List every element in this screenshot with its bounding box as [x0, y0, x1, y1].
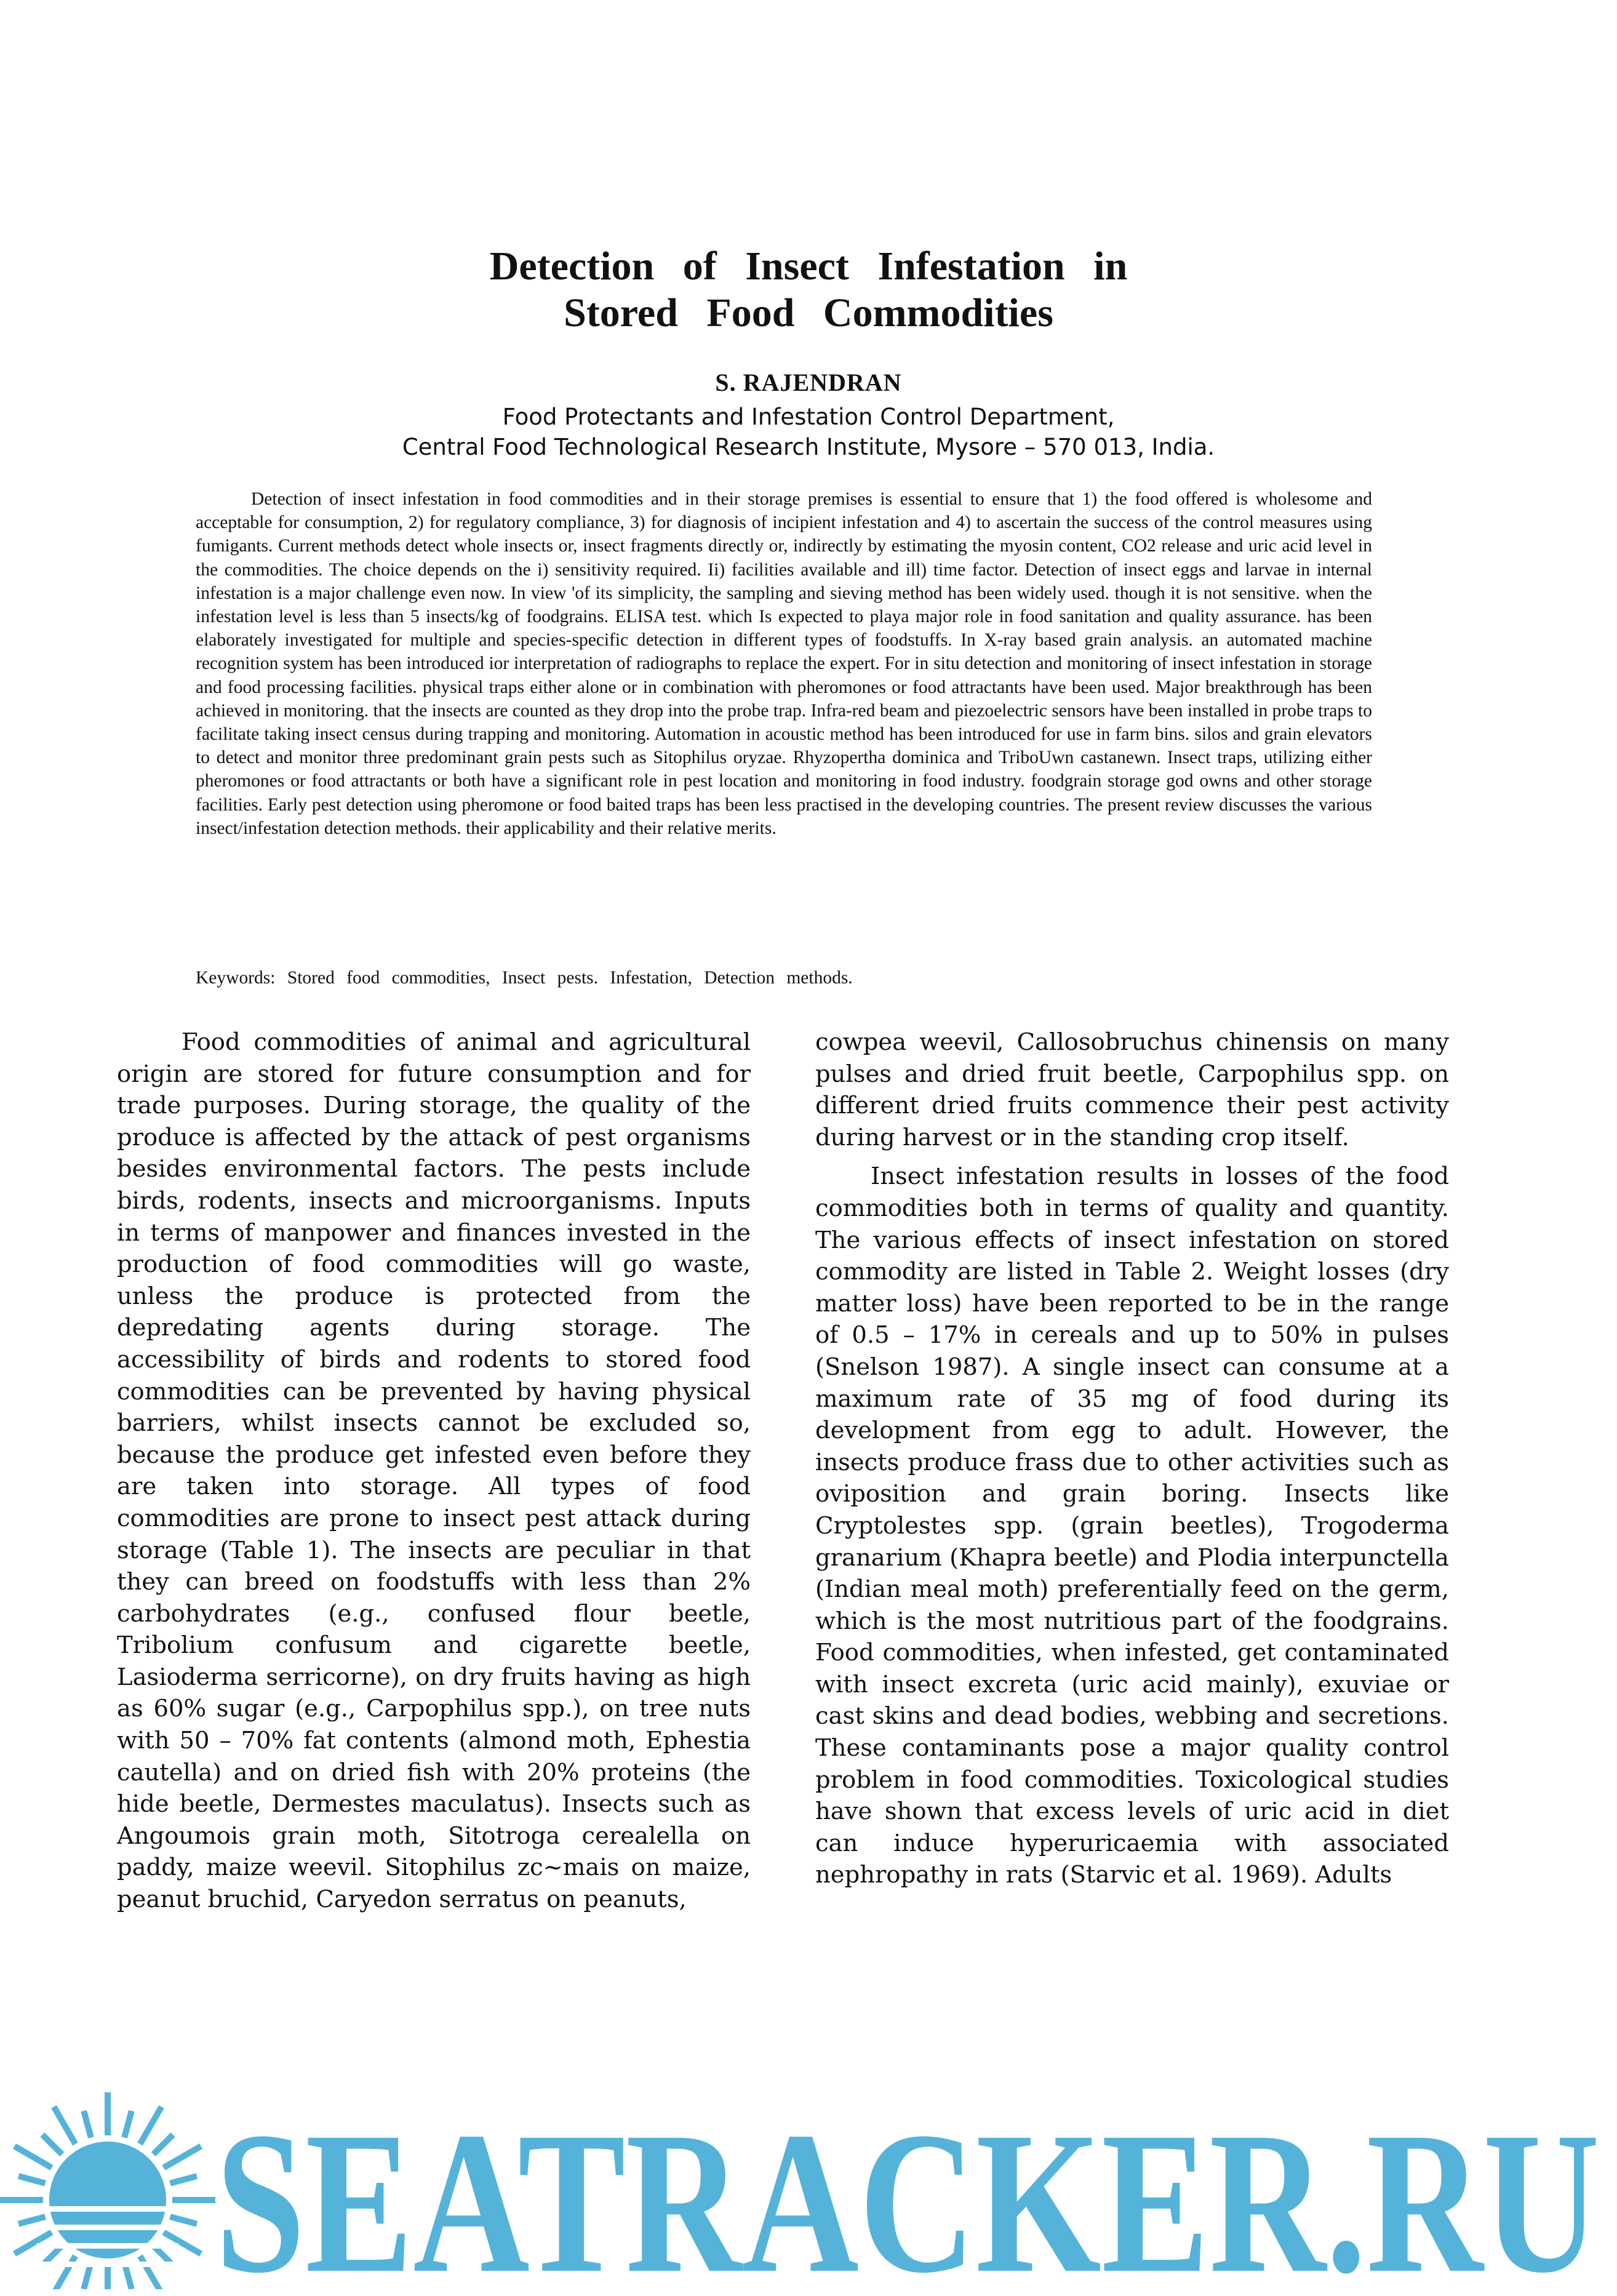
body-paragraph: Insect infestation results in losses of the food commodities both in terms of quality and quantity. The various effects of insect infestation on stored commodity are listed in Table 2. Weight losses (dry matter loss) have been reported to be in the range of 0.5 – 17% in cereals and up to 50% in pulses (Snelson 1987). A single insect can consume at a maximum rate of 35 mg of food during its development from egg to adult. However, the insects produce frass due to other activities such as oviposition and grain boring. Insects like Cryptolestes spp. (grain beetles), Trogoderma granarium (Khapra beetle) and Plodia interpunctella (Indian meal moth) preferentially feed on the germ, which is the most nutritious part of the foodgrains. Food commodities, when infested, get contaminated with insect excreta (uric acid mainly), exuviae or cast skins and dead bodies, webbing and secretions. These contaminants pose a major quality control problem in food commodities. Toxicological studies have shown that excess levels of uric acid in diet can induce hyperuricaemia with associated nephropathy in rats (Starvic et al. 1969). Adults	[815, 1162, 1449, 1889]
sun-icon	[0, 2092, 215, 2289]
body-paragraph: Food commodities of animal and agricultural origin are stored for future consumption and for trade purposes. During storage, the quality of the produce is affected by the attack of pest organisms besides environmental factors. The pests include birds, rodents, insects and microorganisms. Inputs in terms of manpower and finances invested in the production of food commodities will go waste, unless the produce is protected from the depredating agents during storage. The accessibility of birds and rodents to stored food commodities can be prevented by having physical barriers, whilst insects cannot be excluded so, because the produce get infested even before they are taken into storage. All types of food commodities are prone to insect pest attack during storage (Table 1). The insects are peculiar in that they can breed on foodstuffs with less than 2% carbohydrates (e.g., confused flour beetle, Tribolium confusum and cigarette beetle, Lasioderma serricorne), on dry fruits having as high as 60% sugar (e.g., Carpophilus spp.), on tree nuts with 50 – 70% fat contents (almond moth, Ephestia cautella) and on dried fish with 20% proteins (the hide beetle, Dermestes maculatus). Insects such as Angoumois grain moth, Sitotroga cerealella on paddy, maize weevil. Sitophilus zc~mais on maize, peanut bruchid, Caryedon serratus on peanuts,	[117, 1028, 751, 1914]
body-column-right	[815, 1026, 1449, 1891]
paper-title	[0, 243, 1617, 337]
affiliation-line-1: Food Protectants and Infestation Control Department,	[502, 404, 1115, 430]
title-line-2: Stored Food Commodities	[564, 290, 1053, 335]
watermark-logo	[0, 2068, 1617, 2289]
abstract: Detection of insect infestation in food commodities and in their storage premises is essential to ensure that 1) the food offered is wholesome and acceptable for consumption, 2) for regulatory compliance, 3) for diagnosis of incipient infestation and 4) to ascertain the success of the control measures using fumigants. Current methods detect whole insects or, insect fragments directly or, indirectly by estimating the myosin content, CO2 release and uric acid level in the commodities. The choice depends on the i) sensitivity required. Ii) facilities available and ill) time factor. Detection of insect eggs and larvae in internal infestation is a major challenge even now. In view 'of its simplicity, the sampling and sieving method has been widely used. though it is not sensitive. when the infestation level is less than 5 insects/kg of foodgrains. ELISA test. which Is expected to playa major role in food sanitation and quality assurance. has been elaborately investigated for multiple and species-specific detection in different types of foodstuffs. In X-ray based grain analysis. an automated machine recognition system has been introduced ior interpretation of radiographs to replace the expert. For in situ detection and monitoring of insect infestation in storage and food processing facilities. physical traps either alone or in combination with pheromones or food attractants have been used. Major breakthrough has been achieved in monitoring. that the insects are counted as they drop into the probe trap. Infra-red beam and piezoelectric sensors have been installed in probe traps to facilitate taking insect census during trapping and monitoring. Automation in acoustic method has been introduced for use in farm bins. silos and grain elevators to detect and monitor three predominant grain pests such as Sitophilus oryzae. Rhyzopertha dominica and TriboUwn castanewn. Insect traps, utilizing either pheromones or food attractants or both have a significant role in pest location and monitoring in food industry. foodgrain storage god owns and other storage facilities. Early pest detection using pheromone or food baited traps has been less practised in the developing countries. The present review discusses the various insect/infestation detection methods. their applicability and their relative merits.	[196, 489, 1372, 838]
affiliation-line-2: Central Food Technological Research Institute, Mysore – 570 013, India.	[402, 434, 1215, 460]
body-paragraph: cowpea weevil, Callosobruchus chinensis on many pulses and dried fruit beetle, Carpophilus spp. on different dried fruits commence their pest activity during harvest or in the standing crop itself.	[815, 1028, 1449, 1151]
author-affiliation	[0, 402, 1617, 462]
title-line-1: Detection of Insect Infestation in	[489, 244, 1128, 289]
watermark-text: SEATRACKER.RU	[215, 2090, 1600, 2289]
body-column-left	[117, 1026, 751, 1916]
keywords: Keywords: Stored food commodities, Insect pests. Infestation, Detection methods.	[196, 968, 853, 988]
author-name: S. RAJENDRAN	[715, 369, 902, 396]
